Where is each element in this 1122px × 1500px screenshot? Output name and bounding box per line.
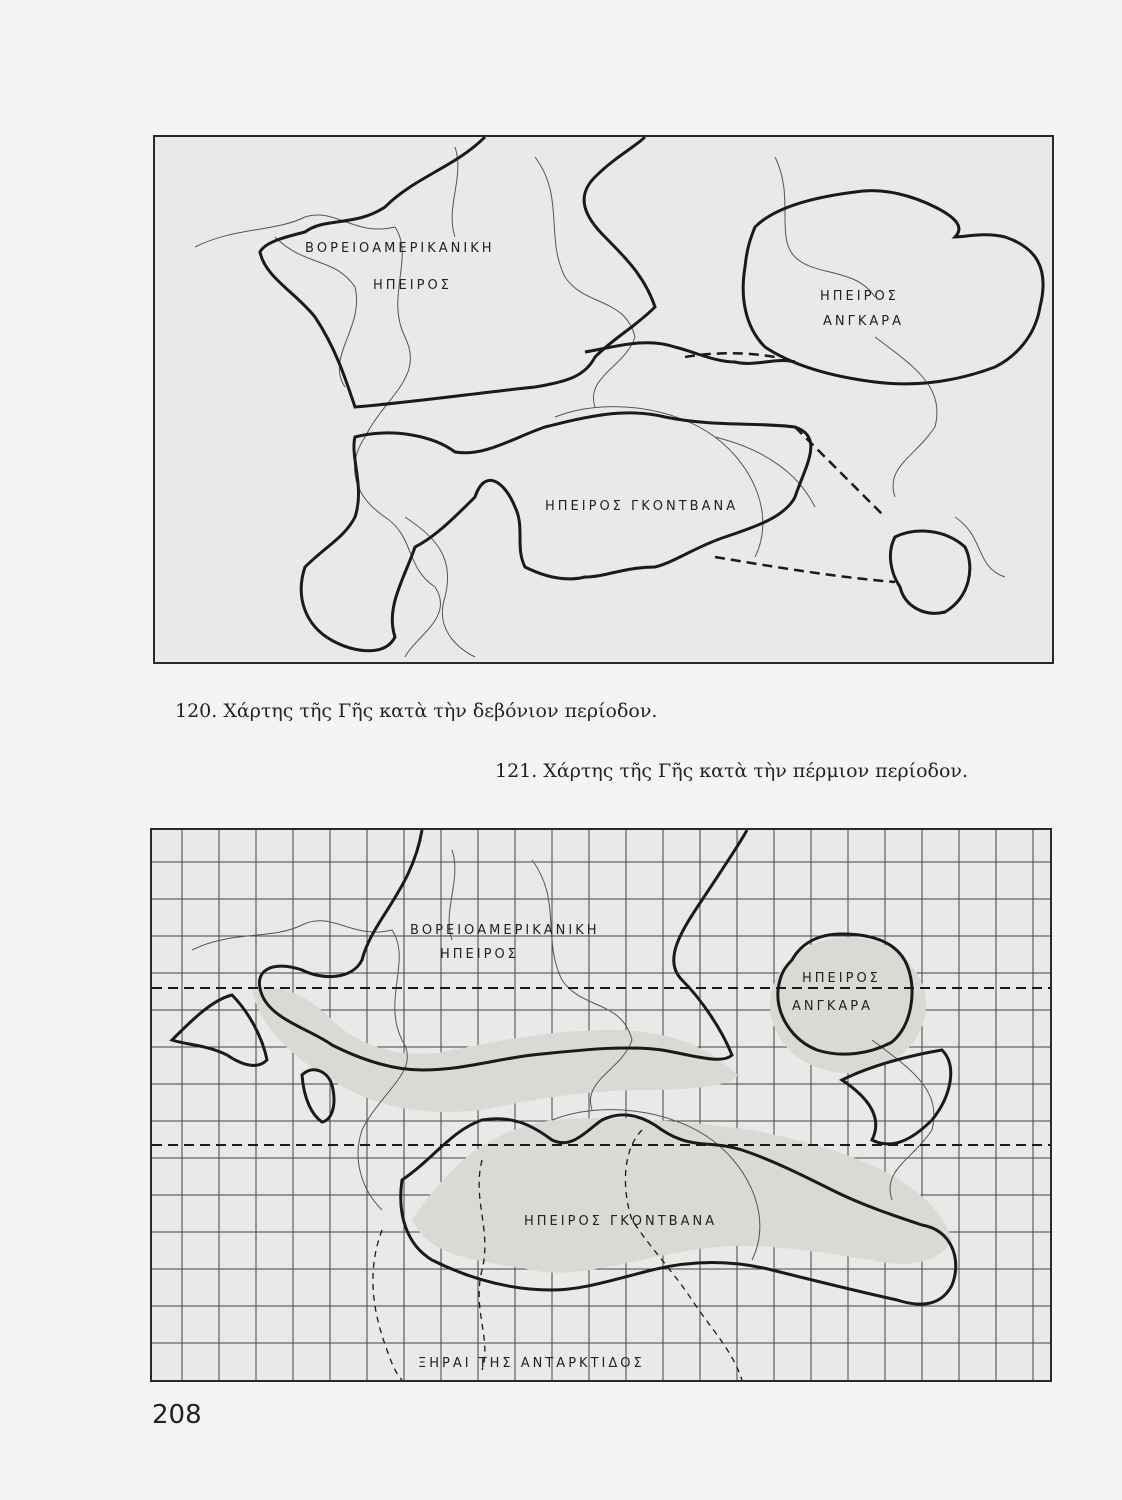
figure-120-caption: 120. Χάρτης τῆς Γῆς κατὰ τὴν δεβόνιον περίοδον. [175,700,658,722]
angara-label-1: ΗΠΕΙΡΟΣ [820,289,899,304]
angara-label-2: ΑΝΓΚΑΡΑ [823,314,905,329]
permian-map [150,828,1052,1382]
devonian-north-america-label-1: ΒΟΡΕΙΟΑΜΕΡΙΚΑΝΙΚΗ [305,241,495,256]
australia-outline [890,531,969,613]
gondwana-label: ΗΠΕΙΡΟΣ ΓΚΟΝΤΒΑΝΑ [545,499,739,514]
permian-north-america-label-2: ΗΠΕΙΡΟΣ [440,947,519,962]
caribbean-island-outline [302,1070,334,1122]
modern-coastlines [195,147,1005,657]
devonian-map-drawing [155,137,1052,662]
figure-121-caption: 121. Χάρτης τῆς Γῆς κατὰ τὴν πέρμιον περίοδον. [495,760,969,782]
devonian-continents [260,137,1043,651]
angara-outline [743,191,1043,384]
devonian-map [153,135,1054,664]
map-grid [152,830,1050,1380]
uncertain-boundaries [685,353,895,582]
gondwana-outline [301,413,811,651]
gondwana-label: ΗΠΕΙΡΟΣ ΓΚΟΝΤΒΑΝΑ [524,1214,718,1229]
devonian-north-america-label-2: ΗΠΕΙΡΟΣ [373,278,452,293]
angara-label-1: ΗΠΕΙΡΟΣ [802,971,881,986]
permian-map-drawing [152,830,1050,1380]
antarctica-label: ΞΗΡΑΙ ΤΗΣ ΑΝΤΑΡΚΤΙΔΟΣ [418,1356,645,1371]
page-number: 208 [152,1400,202,1430]
permian-north-america-label-1: ΒΟΡΕΙΟΑΜΕΡΙΚΑΝΙΚΗ [410,923,600,938]
angara-label-2: ΑΝΓΚΑΡΑ [792,999,874,1014]
